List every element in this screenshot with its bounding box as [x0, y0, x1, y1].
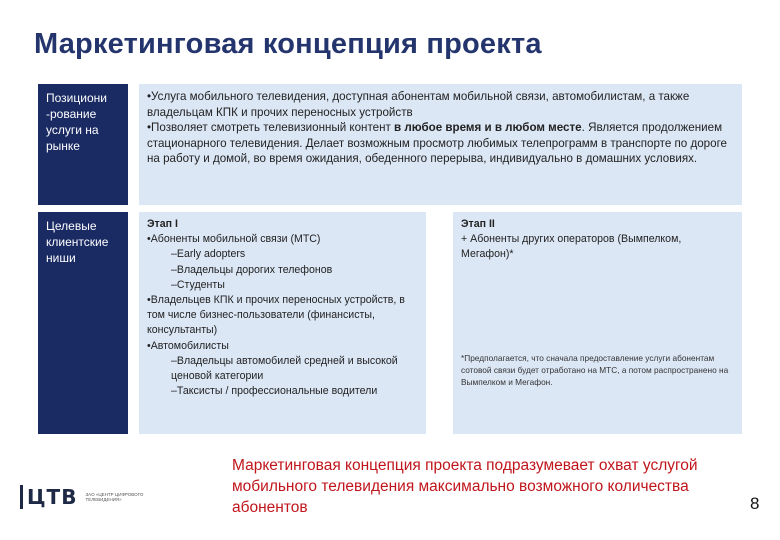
positioning-line-2: •Позволяет смотреть телевизионный контент в любое время и в любом месте. Является продолжением стационарного телевидения. Делает возможным просмотр любимых телепрограмм в транспорте по дороге на работу и домой, во время ожидания, обеденного перерыва, индивидуально в домашних условиях.: [147, 121, 727, 165]
stage-2-footnote: *Предполагается, что сначала предоставление услуги абонентам сотовой связи будет отработано на МТС, а потом распространено на Вымпелком и Мегафон.: [461, 353, 729, 387]
stage-1-subitem: –Таксисты / профессиональные водители: [171, 385, 378, 398]
conclusion-text: Маркетинговая концепция проекта подразумевает охват услугой мобильного телевидения максимально возможного количества абонентов: [232, 457, 698, 516]
stage-1-subitem: –Early adopters: [171, 248, 246, 261]
stage-1-item: •Автомобилисты: [147, 339, 229, 352]
stage-2-title: Этап II: [461, 218, 495, 230]
stage-1-box: [139, 212, 426, 434]
stage-2-box: [453, 212, 742, 434]
target-label-text: Целевые клиентские ниши: [46, 219, 109, 265]
logo-mark: ЦТВ: [20, 485, 77, 509]
logo-text: ЗАО «ЦЕНТР ЦИФРОВОГО ТЕЛЕВИДЕНИЯ»: [85, 492, 144, 502]
positioning-content: [139, 84, 742, 205]
stage-1-subitem: –Владельцы дорогих телефонов: [171, 263, 333, 276]
stage-1-item: •Владельцев КПК и прочих переносных устройств, в том числе бизнес-пользователи (финансисты, консультанты): [147, 294, 405, 337]
positioning-emphasis: в любое время и в любом месте: [394, 121, 582, 134]
stage-1-subitem: –Владельцы автомобилей средней и высокой ценовой категории: [171, 354, 398, 383]
stage-1-subitem: –Студенты: [171, 278, 225, 291]
slide-title: Маркетинговая концепция проекта: [34, 28, 542, 60]
positioning-label-text: Позициони -рование услуги на рынке: [46, 91, 107, 153]
positioning-label: [38, 84, 128, 205]
page-number: 8: [750, 494, 760, 513]
target-label: [38, 212, 128, 434]
stage-1-item: •Абоненты мобильной связи (МТС): [147, 233, 321, 246]
stage-1-title: Этап I: [147, 218, 178, 230]
stage-2-item: + Абоненты других операторов (Вымпелком, Мегафон)*: [461, 233, 682, 261]
company-logo: [20, 476, 170, 518]
positioning-line-1: •Услуга мобильного телевидения, доступная абонентам мобильной связи, автомобилистам, а также владельцам КПК и прочих переносных устройств: [147, 90, 690, 119]
